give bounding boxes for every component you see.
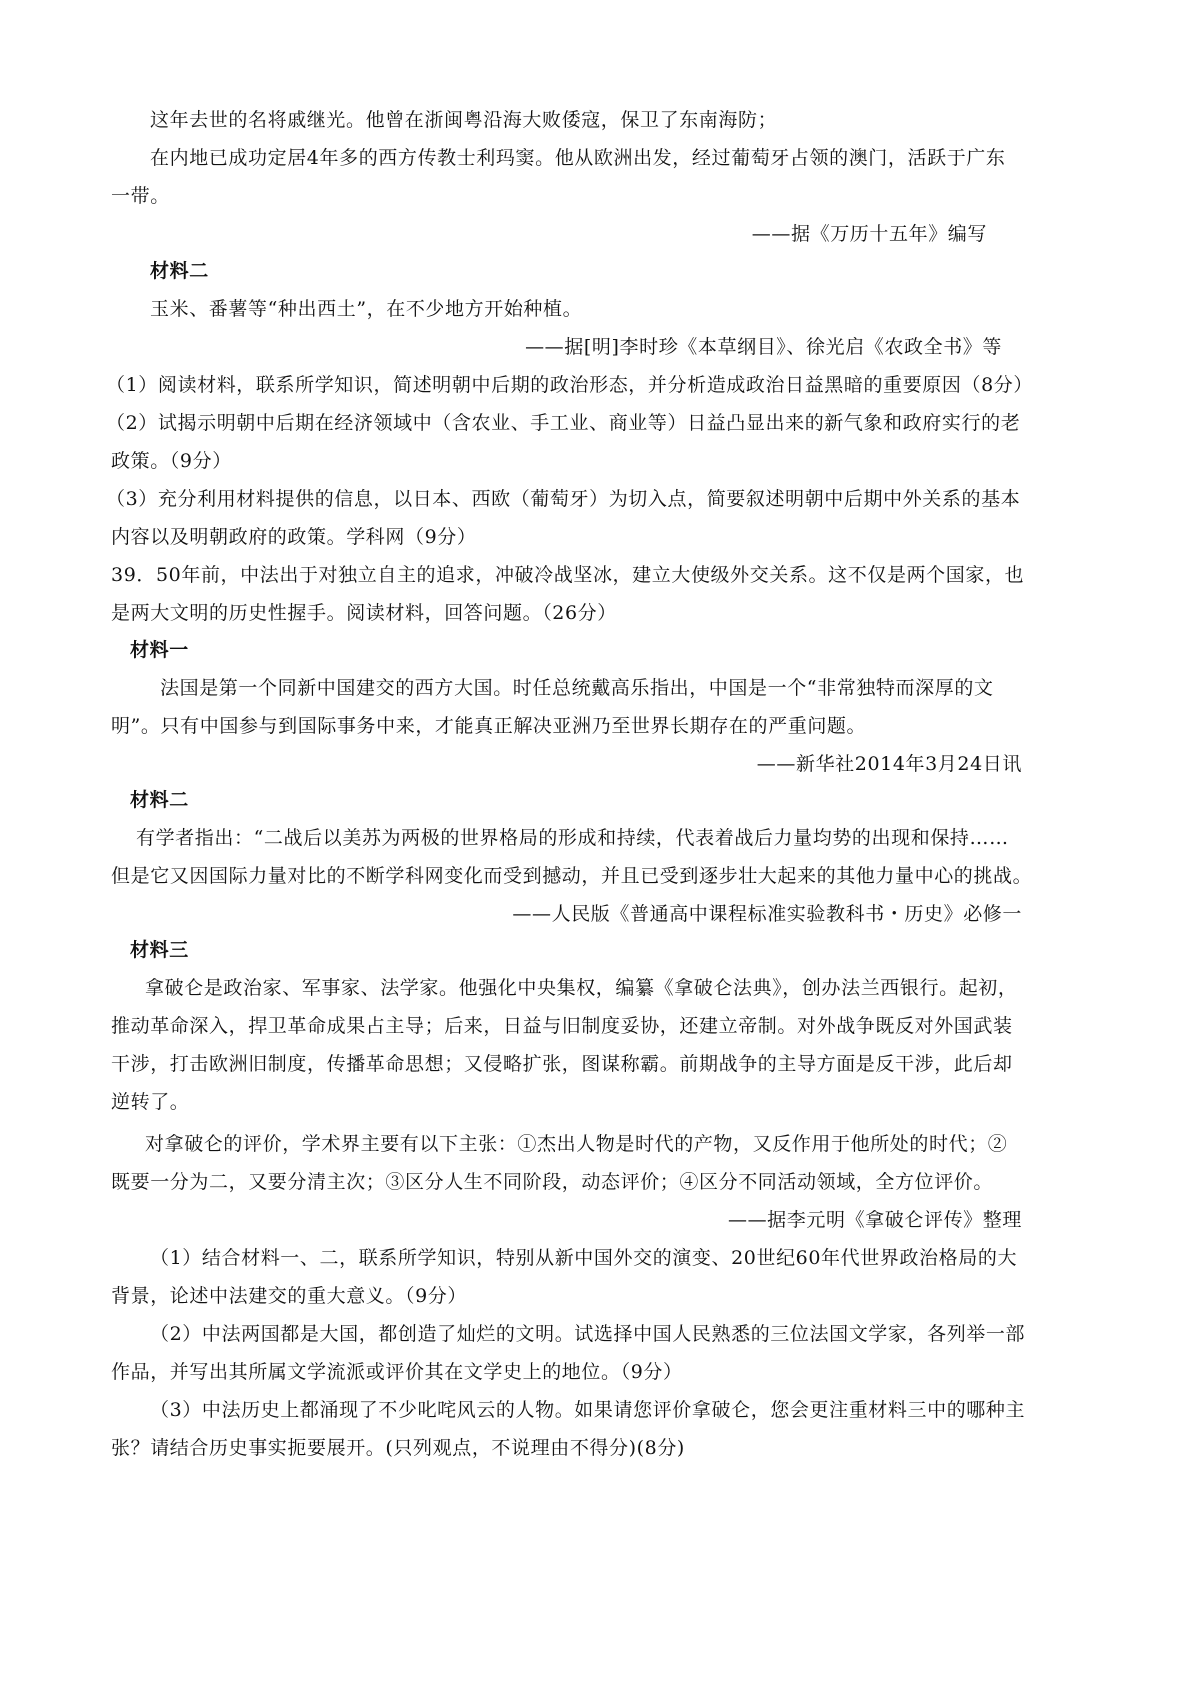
question-line: 张？请结合历史事实扼要展开。(只列观点，不说理由不得分)(8分) — [111, 1437, 685, 1459]
paragraph-line: 有学者指出：“二战后以美苏为两极的世界格局的形成和持续，代表着战后力量均势的出现和保持…… — [136, 827, 1009, 849]
question-line: （3）中法历史上都涌现了不少叱咤风云的人物。如果请您评价拿破仑，您会更注重材料三中的哪种主 — [150, 1399, 1026, 1421]
source-citation: ——据李元明《拿破仑评传》整理 — [727, 1209, 1022, 1231]
question-line: 内容以及明朝政府的政策。学科网（9分） — [111, 526, 477, 548]
paragraph-line: 玉米、番薯等“种出西土”，在不少地方开始种植。 — [150, 298, 583, 320]
source-citation: ——据《万历十五年》编写 — [751, 223, 987, 245]
paragraph-line: 这年去世的名将戚继光。他曾在浙闽粤沿海大败倭寇，保卫了东南海防； — [150, 109, 778, 131]
source-citation: ——据[明]李时珍《本草纲目》、徐光启《农政全书》等 — [525, 336, 1002, 358]
question-line: （1）阅读材料，联系所学知识，简述明朝中后期的政治形态，并分析造成政治日益黑暗的重要原因（8分） — [106, 374, 1033, 396]
paragraph-line: 干涉，打击欧洲旧制度，传播革命思想；又侵略扩张，图谋称霸。前期战争的主导方面是反干涉，此后却 — [111, 1053, 1013, 1075]
paragraph-line: 一带。 — [111, 185, 170, 207]
paragraph-line: 明”。只有中国参与到国际事务中来，才能真正解决亚洲乃至世界长期存在的严重问题。 — [111, 715, 867, 737]
question-39-line: 是两大文明的历史性握手。阅读材料，回答问题。（26分） — [111, 602, 617, 624]
material-heading: 材料三 — [130, 939, 189, 961]
question-line: （2）试揭示明朝中后期在经济领域中（含农业、手工业、商业等）日益凸显出来的新气象和政府实行的老 — [106, 412, 1021, 434]
paragraph-line: 推动革命深入，捍卫革命成果占主导；后来，日益与旧制度妥协，还建立帝制。对外战争既反对外国武装 — [111, 1015, 1013, 1037]
question-39-line: 39．50年前，中法出于对独立自主的追求，冲破冷战坚冰，建立大使级外交关系。这不仅是两个国家，也 — [111, 564, 1025, 586]
question-line: （2）中法两国都是大国，都创造了灿烂的文明。试选择中国人民熟悉的三位法国文学家，各列举一部 — [150, 1323, 1026, 1345]
paragraph-line: 但是它又因国际力量对比的不断学科网变化而受到撼动，并且已受到逐步壮大起来的其他力量中心的挑战。 — [111, 865, 1033, 887]
paragraph-line: 法国是第一个同新中国建交的西方大国。时任总统戴高乐指出，中国是一个“非常独特而深厚的文 — [160, 677, 994, 699]
question-line: （3）充分利用材料提供的信息，以日本、西欧（葡萄牙）为切入点，简要叙述明朝中后期中外关系的基本 — [106, 488, 1021, 510]
question-line: （1）结合材料一、二，联系所学知识，特别从新中国外交的演变、20世纪60年代世界政治格局的大 — [150, 1247, 1018, 1269]
material-heading: 材料二 — [150, 260, 209, 282]
paragraph-line: 对拿破仑的评价，学术界主要有以下主张：①杰出人物是时代的产物，又反作用于他所处的时代；② — [145, 1133, 1008, 1155]
question-line: 背景，论述中法建交的重大意义。（9分） — [111, 1285, 467, 1307]
paragraph-line: 在内地已成功定居4年多的西方传教士利玛窦。他从欧洲出发，经过葡萄牙占领的澳门，活跃于广东 — [150, 147, 1006, 169]
paragraph-line: 逆转了。 — [111, 1091, 190, 1113]
material-heading: 材料一 — [130, 639, 189, 661]
question-line: 政策。（9分） — [111, 450, 232, 472]
question-line: 作品，并写出其所属文学流派或评价其在文学史上的地位。（9分） — [111, 1361, 683, 1383]
material-heading: 材料二 — [130, 789, 189, 811]
source-citation: ——人民版《普通高中课程标准实验教科书・历史》必修一 — [512, 903, 1022, 925]
source-citation: ——新华社2014年3月24日讯 — [756, 753, 1022, 775]
paragraph-line: 既要一分为二，又要分清主次；③区分人生不同阶段，动态评价；④区分不同活动领域，全方位评价。 — [111, 1171, 994, 1193]
paragraph-line: 拿破仑是政治家、军事家、法学家。他强化中央集权，编纂《拿破仑法典》，创办法兰西银行。起初， — [145, 977, 1018, 999]
